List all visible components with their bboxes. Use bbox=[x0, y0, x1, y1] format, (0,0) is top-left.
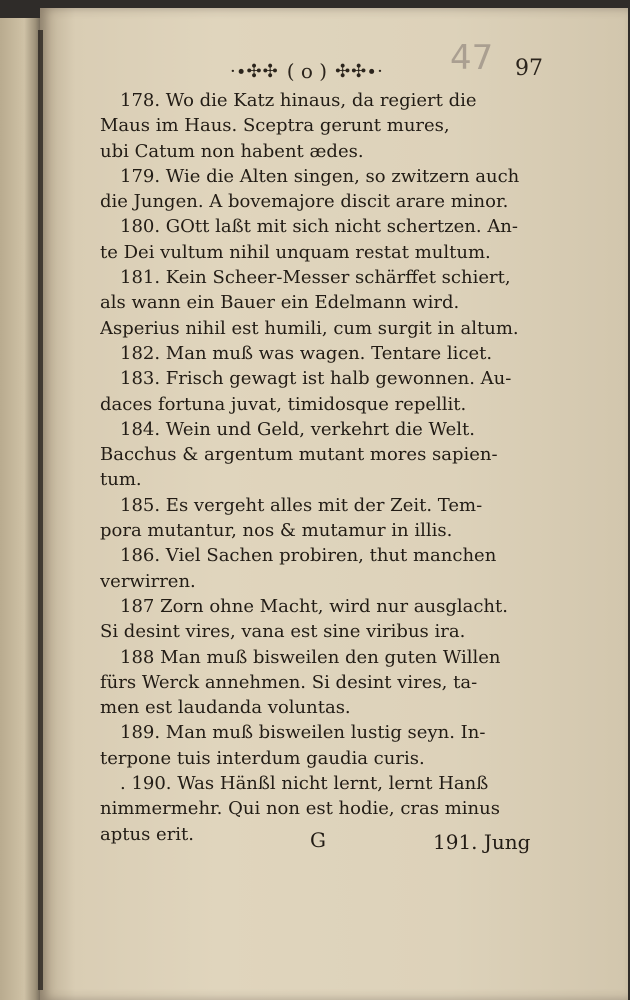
header-ornament-right: ✣✣∙· bbox=[335, 60, 384, 82]
text-line: 189. Man muß bisweilen lustig seyn. In- bbox=[120, 722, 486, 744]
gutter-shadow bbox=[38, 30, 43, 990]
text-line: die Jungen. A bovemajore discit arare minor. bbox=[100, 191, 509, 213]
text-line: . 190. Was Hänßl nicht lernt, lernt Hanß bbox=[120, 773, 489, 795]
text-line: Asperius nihil est humili, cum surgit in altum. bbox=[100, 317, 519, 339]
text-line: 179. Wie die Alten singen, so zwitzern auch bbox=[120, 165, 520, 187]
text-line: 183. Frisch gewagt ist halb gewonnen. Au- bbox=[120, 368, 512, 390]
proverb-text bbox=[100, 88, 558, 847]
text-line: 180. GOtt laßt mit sich nicht schertzen. An- bbox=[120, 216, 518, 238]
text-line: fürs Werck annehmen. Si desint vires, ta- bbox=[100, 671, 478, 693]
catchword: 191. Jung bbox=[433, 830, 531, 854]
text-line: ubi Catum non habent ædes. bbox=[100, 140, 364, 162]
text-line: 182. Man muß was wagen. Tentare licet. bbox=[120, 342, 493, 364]
page-number: 97 bbox=[515, 56, 543, 81]
text-line: nimmermehr. Qui non est hodie, cras minus bbox=[100, 798, 500, 820]
running-header bbox=[230, 56, 560, 86]
text-line: tum. bbox=[100, 469, 142, 491]
text-line: verwirren. bbox=[100, 570, 196, 592]
text-line: 185. Es vergeht alles mit der Zeit. Tem- bbox=[120, 494, 483, 516]
handwritten-mark: 47 bbox=[450, 38, 494, 78]
text-line: Bacchus & argentum mutant mores sapien- bbox=[100, 444, 498, 466]
text-line: men est laudanda voluntas. bbox=[100, 697, 351, 719]
text-line: als wann ein Bauer ein Edelmann wird. bbox=[100, 292, 460, 314]
text-line: pora mutantur, nos & mutamur in illis. bbox=[100, 520, 453, 542]
header-ornament-left: ·∙✣✣ bbox=[230, 60, 279, 82]
header-paren: ( o ) bbox=[286, 59, 328, 83]
text-line: te Dei vultum nihil unquam restat multum. bbox=[100, 241, 491, 263]
text-line: 178. Wo die Katz hinaus, da regiert die bbox=[120, 90, 477, 111]
text-line: 186. Viel Sachen probiren, thut manchen bbox=[120, 545, 497, 567]
text-line: 181. Kein Scheer-Messer schärffet schiert, bbox=[120, 267, 511, 289]
text-line: 188 Man muß bisweilen den guten Willen bbox=[120, 646, 501, 668]
text-line: Maus im Haus. Sceptra gerunt mures, bbox=[100, 115, 450, 137]
text-line: terpone tuis interdum gaudia curis. bbox=[100, 747, 425, 769]
text-line: aptus erit. bbox=[100, 823, 195, 845]
text-line: Si desint vires, vana est sine viribus ira. bbox=[100, 621, 466, 643]
text-line: 184. Wein und Geld, verkehrt die Welt. bbox=[120, 418, 475, 440]
signature-mark: G bbox=[310, 828, 326, 852]
text-line: daces fortuna juvat, timidosque repellit. bbox=[100, 393, 467, 415]
text-line: 187 Zorn ohne Macht, wird nur ausglacht. bbox=[120, 595, 508, 617]
